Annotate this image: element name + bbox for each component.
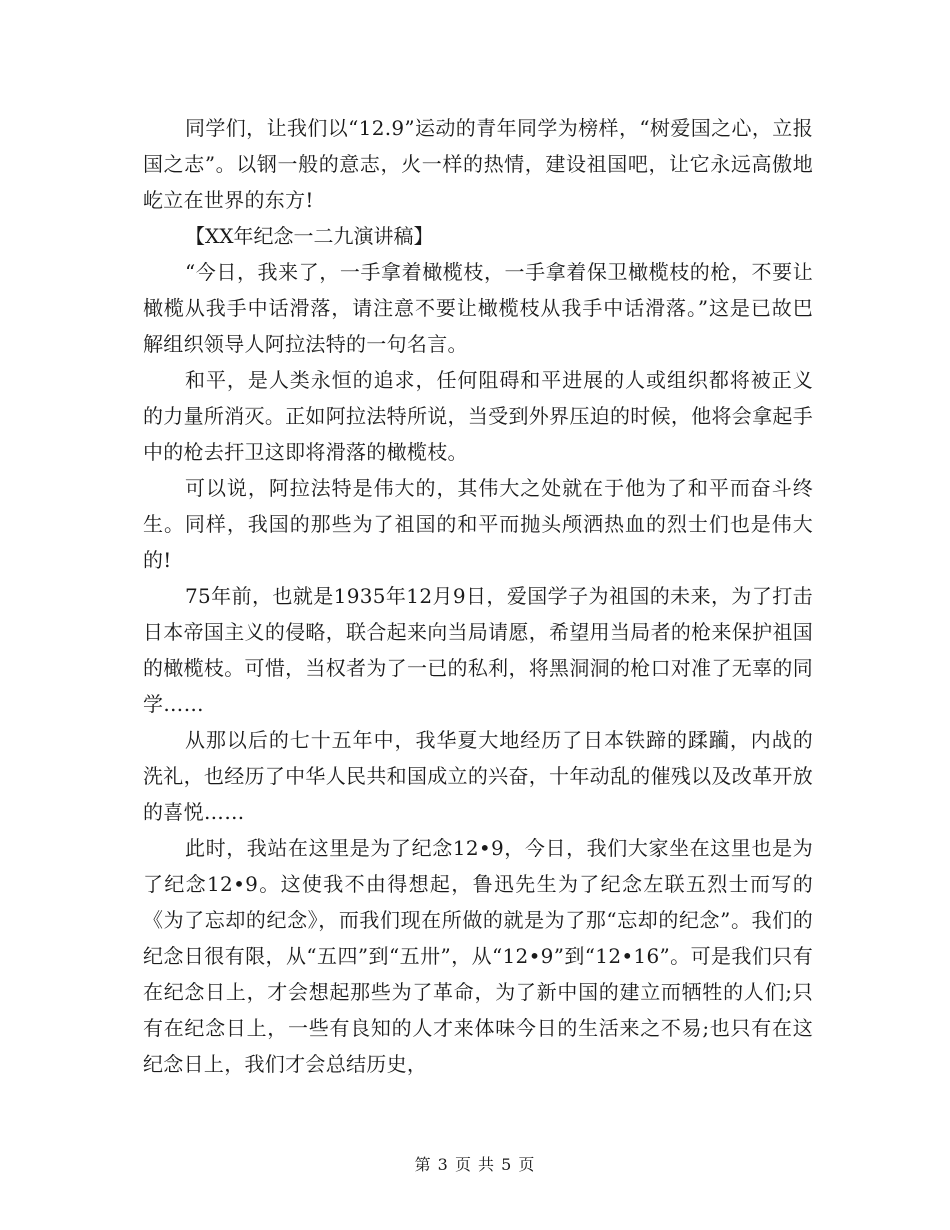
paragraph-commemoration: 此时，我站在这里是为了纪念12•9，今日，我们大家坐在这里也是为了纪念12•9。这使我不由得想起，鲁迅先生为了纪念左联五烈士而写的《为了忘却的纪念》，而我们现在所做的就是为了那“忘却的纪念”。我们的纪念日很有限，从“五四”到“五卅”，从“12•9”到“12•16”。可是我们只有在纪念日上，才会想起那些为了革命，为了新中国的建立而牺牲的人们;只有在纪念日上，一些有良知的人才来体味今日的生活来之不易;也只有在这纪念日上，我们才会总结历史， (143, 836, 813, 1076)
paragraph-arafat-quote: “今日，我来了，一手拿着橄榄枝，一手拿着保卫橄榄枝的枪，不要让橄榄从我手中话滑落，请注意不要让橄榄枝从我手中话滑落。”这是已故巴解组织领导人阿拉法特的一句名言。 (143, 260, 813, 356)
paragraph-peace: 和平，是人类永恒的追求，任何阻碍和平进展的人或组织都将被正义的力量所消灭。正如阿拉法特所说，当受到外界压迫的时候，他将会拿起手中的枪去扞卫这即将滑落的橄榄枝。 (143, 368, 813, 464)
document-body (143, 110, 813, 1082)
page-footer: 第 3 页 共 5 页 (414, 1155, 536, 1174)
section-heading: 【XX年纪念一二九演讲稿】 (185, 224, 434, 248)
paragraph-seventy-five-years: 从那以后的七十五年中，我华夏大地经历了日本铁蹄的蹂躏，内战的洗礼，也经历了中华人民共和国成立的兴奋，十年动乱的催残以及改革开放的喜悦…… (143, 728, 813, 824)
paragraph-call-to-students: 同学们，让我们以“12.9”运动的青年同学为榜样，“树爱国之心，立报国之志”。以钢一般的意志，火一样的热情，建设祖国吧，让它永远高傲地屹立在世界的东方! (143, 116, 813, 212)
paragraph-1935: 75年前，也就是1935年12月9日，爱国学子为祖国的未来，为了打击日本帝国主义的侵略，联合起来向当局请愿，希望用当局者的枪来保护祖国的橄榄枝。可惜，当权者为了一已的私利，将黑洞洞的枪口对准了无辜的同学…… (143, 584, 813, 716)
paragraph-greatness: 可以说，阿拉法特是伟大的，其伟大之处就在于他为了和平而奋斗终生。同样，我国的那些为了祖国的和平而抛头颅洒热血的烈士们也是伟大的! (143, 476, 813, 572)
